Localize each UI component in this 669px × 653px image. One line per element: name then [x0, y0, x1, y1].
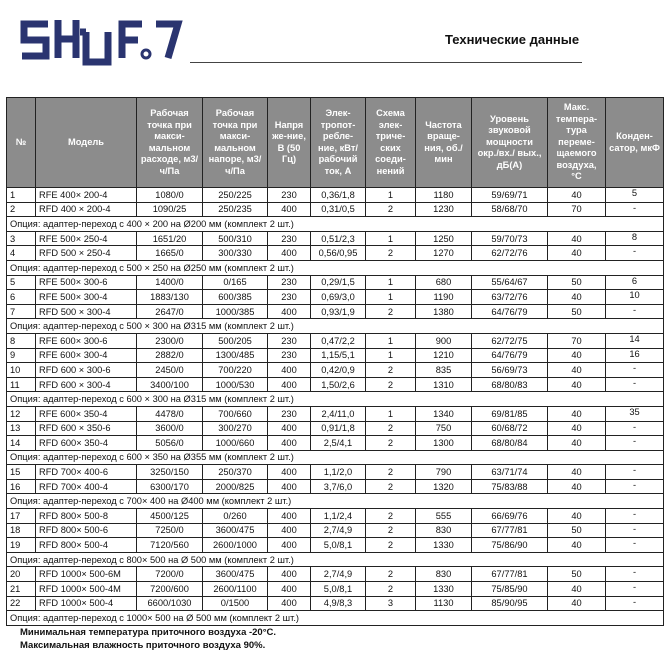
table-cell: 59/69/71 — [472, 188, 548, 203]
table-row — [7, 509, 664, 524]
table-cell: 1,1/2,4 — [311, 509, 366, 524]
column-header: Макс. темпера-тура переме-щаемого воздуха, °С — [548, 98, 606, 188]
table-cell: 1330 — [416, 582, 472, 597]
table-cell: 6600/1030 — [137, 596, 203, 611]
table-cell: 40 — [548, 509, 606, 524]
table-cell: 230 — [268, 290, 311, 305]
table-cell: 230 — [268, 275, 311, 290]
table-cell: 22 — [7, 596, 36, 611]
table-cell: 830 — [416, 523, 472, 538]
table-cell: 64/76/79 — [472, 348, 548, 363]
tech-data-table — [6, 97, 664, 626]
table-cell: 3 — [366, 596, 416, 611]
table-row — [7, 348, 664, 363]
table-cell: 40 — [548, 538, 606, 553]
table-cell: 3 — [7, 231, 36, 246]
table-cell: 2600/1000 — [203, 538, 268, 553]
table-cell: 2 — [366, 436, 416, 451]
table-cell: 1310 — [416, 377, 472, 392]
option-text: Опция: адаптер-переход с 500 × 300 на Ø315 мм (комплект 2 шт.) — [7, 319, 664, 334]
table-cell: 2,5/4,1 — [311, 436, 366, 451]
table-cell: 0,31/0,5 — [311, 202, 366, 217]
table-cell: 2 — [366, 479, 416, 494]
table-row — [7, 188, 664, 203]
table-cell: - — [606, 509, 664, 524]
table-cell: 40 — [548, 436, 606, 451]
table-cell: 700/220 — [203, 363, 268, 378]
table-row — [7, 333, 664, 348]
table-cell: 50 — [548, 523, 606, 538]
table-cell: 2,4/11,0 — [311, 406, 366, 421]
table-cell: 7200/600 — [137, 582, 203, 597]
table-row — [7, 363, 664, 378]
table-cell: 21 — [7, 582, 36, 597]
table-cell: RFD 400 × 200-4 — [36, 202, 137, 217]
option-row — [7, 494, 664, 509]
table-cell: 19 — [7, 538, 36, 553]
table-cell: RFD 800× 500-8 — [36, 509, 137, 524]
table-cell: - — [606, 523, 664, 538]
table-cell: 3600/475 — [203, 567, 268, 582]
table-cell: - — [606, 596, 664, 611]
table-cell: 2 — [7, 202, 36, 217]
table-row — [7, 275, 664, 290]
table-cell: 66/69/76 — [472, 509, 548, 524]
table-cell: 11 — [7, 377, 36, 392]
table-cell: 0,91/1,8 — [311, 421, 366, 436]
table-cell: 2 — [366, 567, 416, 582]
table-cell: 2,7/4,9 — [311, 523, 366, 538]
table-cell: 10 — [7, 363, 36, 378]
table-header-row — [7, 98, 664, 188]
table-cell: RFD 600× 350-4 — [36, 436, 137, 451]
table-cell: RFD 800× 500-4 — [36, 538, 137, 553]
table-cell: 1000/530 — [203, 377, 268, 392]
table-cell: RFD 700× 400-6 — [36, 465, 137, 480]
table-row — [7, 465, 664, 480]
table-cell: 400 — [268, 436, 311, 451]
column-header: Модель — [36, 98, 137, 188]
table-row — [7, 596, 664, 611]
table-cell: 2 — [366, 421, 416, 436]
table-cell: 1 — [7, 188, 36, 203]
table-cell: 20 — [7, 567, 36, 582]
page-title: Технические данные — [445, 32, 580, 47]
table-cell: 1090/25 — [137, 202, 203, 217]
table-cell: 250/235 — [203, 202, 268, 217]
table-cell: 0/1500 — [203, 596, 268, 611]
table-cell: 1 — [366, 188, 416, 203]
table-row — [7, 231, 664, 246]
option-text: Опция: адаптер-переход с 400 × 200 на Ø200 мм (комплект 2 шт.) — [7, 217, 664, 232]
table-cell: 790 — [416, 465, 472, 480]
table-cell: RFE 500× 300-4 — [36, 290, 137, 305]
table-cell: 2600/1100 — [203, 582, 268, 597]
table-cell: 0,47/2,2 — [311, 333, 366, 348]
table-cell: 50 — [548, 567, 606, 582]
table-cell: 300/330 — [203, 246, 268, 261]
table-cell: 835 — [416, 363, 472, 378]
table-cell: 230 — [268, 333, 311, 348]
table-row — [7, 377, 664, 392]
table-cell: 400 — [268, 538, 311, 553]
table-cell: 230 — [268, 348, 311, 363]
table-cell: 7200/0 — [137, 567, 203, 582]
table-cell: 1665/0 — [137, 246, 203, 261]
option-text: Опция: адаптер-переход с 1000× 500 на Ø 500 мм (комплект 2 шт.) — [7, 611, 664, 626]
table-cell: 230 — [268, 231, 311, 246]
table-cell: RFD 700× 400-4 — [36, 479, 137, 494]
table-cell: 50 — [548, 304, 606, 319]
table-row — [7, 290, 664, 305]
table-cell: 1 — [366, 290, 416, 305]
table-cell: 0,69/3,0 — [311, 290, 366, 305]
table-cell: 0,29/1,5 — [311, 275, 366, 290]
table-cell: 500/205 — [203, 333, 268, 348]
table-cell: 14 — [7, 436, 36, 451]
option-row — [7, 392, 664, 407]
table-row — [7, 479, 664, 494]
table-cell: 250/225 — [203, 188, 268, 203]
table-cell: 40 — [548, 246, 606, 261]
table-cell: 4500/125 — [137, 509, 203, 524]
table-cell: 2 — [366, 538, 416, 553]
table-cell: 2 — [366, 377, 416, 392]
table-cell: RFE 600× 300-6 — [36, 333, 137, 348]
table-row — [7, 421, 664, 436]
table-cell: 1 — [366, 333, 416, 348]
table-cell: 68/80/83 — [472, 377, 548, 392]
table-cell: 1 — [366, 231, 416, 246]
table-cell: RFD 600 × 350-6 — [36, 421, 137, 436]
option-row — [7, 217, 664, 232]
table-cell: RFD 1000× 500-4 — [36, 596, 137, 611]
table-cell: RFE 600× 350-4 — [36, 406, 137, 421]
table-row — [7, 436, 664, 451]
notes — [20, 627, 276, 652]
table-cell: 4478/0 — [137, 406, 203, 421]
option-row — [7, 450, 664, 465]
table-cell: 67/77/81 — [472, 567, 548, 582]
table-cell: 13 — [7, 421, 36, 436]
table-cell: RFD 1000× 500-4M — [36, 582, 137, 597]
table-cell: 400 — [268, 246, 311, 261]
table-cell: 7250/0 — [137, 523, 203, 538]
table-cell: - — [606, 421, 664, 436]
table-row — [7, 406, 664, 421]
table-cell: 67/77/81 — [472, 523, 548, 538]
column-header: № — [7, 98, 36, 188]
table-cell: 2 — [366, 509, 416, 524]
table-cell: 15 — [7, 465, 36, 480]
column-header: Схема элек-триче-ских соеди-нений — [366, 98, 416, 188]
table-cell: 63/72/76 — [472, 290, 548, 305]
table-cell: 555 — [416, 509, 472, 524]
table-cell: 62/72/76 — [472, 246, 548, 261]
table-cell: 0,51/2,3 — [311, 231, 366, 246]
table-cell: 900 — [416, 333, 472, 348]
table-cell: 0/165 — [203, 275, 268, 290]
table-cell: 600/385 — [203, 290, 268, 305]
table-cell: 7120/560 — [137, 538, 203, 553]
table-cell: 40 — [548, 348, 606, 363]
table-cell: - — [606, 538, 664, 553]
table-cell: 400 — [268, 304, 311, 319]
table-cell: - — [606, 436, 664, 451]
table-cell: 1000/385 — [203, 304, 268, 319]
table-cell: 58/68/70 — [472, 202, 548, 217]
table-cell: 6300/170 — [137, 479, 203, 494]
table-cell: 1190 — [416, 290, 472, 305]
table-cell: 400 — [268, 465, 311, 480]
table-cell: 5,0/8,1 — [311, 538, 366, 553]
table-cell: 85/90/95 — [472, 596, 548, 611]
table-cell: 1340 — [416, 406, 472, 421]
table-cell: 750 — [416, 421, 472, 436]
table-cell: 68/80/84 — [472, 436, 548, 451]
table-cell: 2000/825 — [203, 479, 268, 494]
table-cell: RFE 500× 300-6 — [36, 275, 137, 290]
table-cell: 400 — [268, 582, 311, 597]
table-cell: 400 — [268, 421, 311, 436]
table-cell: 1250 — [416, 231, 472, 246]
table-cell: 1 — [366, 406, 416, 421]
column-header: Уровень звуковой мощности окр./вх./ вых., дБ(А) — [472, 98, 548, 188]
table-cell: 1,50/2,6 — [311, 377, 366, 392]
table-cell: 70 — [548, 333, 606, 348]
table-cell: 5,0/8,1 — [311, 582, 366, 597]
table-cell: 1,15/5,1 — [311, 348, 366, 363]
title-underline — [190, 62, 582, 63]
table-cell: 250/370 — [203, 465, 268, 480]
table-cell: 2300/0 — [137, 333, 203, 348]
table-cell: - — [606, 377, 664, 392]
table-cell: 40 — [548, 231, 606, 246]
table-row — [7, 538, 664, 553]
option-row — [7, 552, 664, 567]
table-cell: RFD 500 × 250-4 — [36, 246, 137, 261]
table-cell: 500/310 — [203, 231, 268, 246]
table-cell: 4 — [7, 246, 36, 261]
table-cell: 6 — [7, 290, 36, 305]
table-cell: 56/69/73 — [472, 363, 548, 378]
column-header: Конден-сатор, мкФ — [606, 98, 664, 188]
table-cell: 400 — [268, 202, 311, 217]
table-cell: 59/70/73 — [472, 231, 548, 246]
table-cell: RFE 400× 200-4 — [36, 188, 137, 203]
table-cell: 2647/0 — [137, 304, 203, 319]
column-header: Элек-тропот-ребле-ние, кВт/ рабочий ток, А — [311, 98, 366, 188]
table-row — [7, 246, 664, 261]
table-cell: 1651/20 — [137, 231, 203, 246]
table-cell: - — [606, 567, 664, 582]
table-cell: 1270 — [416, 246, 472, 261]
table-cell: 0,93/1,9 — [311, 304, 366, 319]
option-row — [7, 319, 664, 334]
table-cell: 1300/485 — [203, 348, 268, 363]
table-cell: 2 — [366, 523, 416, 538]
table-cell: 1400/0 — [137, 275, 203, 290]
table-row — [7, 523, 664, 538]
table-cell: 8 — [606, 231, 664, 246]
table-cell: 3250/150 — [137, 465, 203, 480]
table-cell: 0,56/0,95 — [311, 246, 366, 261]
table-cell: RFD 800× 500-6 — [36, 523, 137, 538]
table-cell: - — [606, 582, 664, 597]
table-cell: 40 — [548, 479, 606, 494]
table-cell: 1883/130 — [137, 290, 203, 305]
table-row — [7, 304, 664, 319]
table-cell: 3400/100 — [137, 377, 203, 392]
table-cell: - — [606, 202, 664, 217]
table-cell: 2882/0 — [137, 348, 203, 363]
table-cell: 40 — [548, 582, 606, 597]
table-cell: 680 — [416, 275, 472, 290]
table-cell: 2 — [366, 304, 416, 319]
table-cell: 400 — [268, 596, 311, 611]
table-cell: RFE 600× 300-4 — [36, 348, 137, 363]
table-cell: 3600/0 — [137, 421, 203, 436]
table-cell: 1000/660 — [203, 436, 268, 451]
table-cell: RFD 600 × 300-4 — [36, 377, 137, 392]
table-cell: - — [606, 363, 664, 378]
column-header: Рабочая точка при макси-мальном расходе, м3/ч/Па — [137, 98, 203, 188]
table-cell: 2 — [366, 246, 416, 261]
table-cell: 400 — [268, 479, 311, 494]
table-cell: 62/72/75 — [472, 333, 548, 348]
column-header: Частота враще-ния, об./мин — [416, 98, 472, 188]
table-cell: 75/86/90 — [472, 538, 548, 553]
table-cell: - — [606, 479, 664, 494]
table-cell: 40 — [548, 188, 606, 203]
table-cell: 75/83/88 — [472, 479, 548, 494]
table-cell: 5 — [7, 275, 36, 290]
table-cell: 16 — [7, 479, 36, 494]
table-cell: 40 — [548, 596, 606, 611]
table-cell: 14 — [606, 333, 664, 348]
table-cell: 2 — [366, 363, 416, 378]
option-text: Опция: адаптер-переход с 500 × 250 на Ø250 мм (комплект 2 шт.) — [7, 260, 664, 275]
table-cell: 2 — [366, 465, 416, 480]
table-cell: 2 — [366, 202, 416, 217]
table-cell: 70 — [548, 202, 606, 217]
table-cell: 3,7/6,0 — [311, 479, 366, 494]
table-cell: 1330 — [416, 538, 472, 553]
table-cell: 63/71/74 — [472, 465, 548, 480]
table-cell: 10 — [606, 290, 664, 305]
table-cell: 1380 — [416, 304, 472, 319]
table-cell: 2450/0 — [137, 363, 203, 378]
table-cell: 400 — [268, 377, 311, 392]
table-cell: 55/64/67 — [472, 275, 548, 290]
table-cell: 40 — [548, 406, 606, 421]
table-cell: 1320 — [416, 479, 472, 494]
table-cell: 7 — [7, 304, 36, 319]
table-cell: 40 — [548, 363, 606, 378]
table-cell: 1080/0 — [137, 188, 203, 203]
table-cell: 400 — [268, 363, 311, 378]
table-cell: 5056/0 — [137, 436, 203, 451]
table-cell: 1 — [366, 348, 416, 363]
table-cell: 69/81/85 — [472, 406, 548, 421]
table-cell: RFE 500× 250-4 — [36, 231, 137, 246]
table-cell: 400 — [268, 567, 311, 582]
table-cell: 2,7/4,9 — [311, 567, 366, 582]
table-cell: 6 — [606, 275, 664, 290]
table-cell: - — [606, 304, 664, 319]
table-cell: - — [606, 465, 664, 480]
table-cell: 75/85/90 — [472, 582, 548, 597]
option-row — [7, 611, 664, 626]
table-cell: 0,36/1,8 — [311, 188, 366, 203]
option-text: Опция: адаптер-переход с 700× 400 на Ø400 мм (комплект 2 шт.) — [7, 494, 664, 509]
table-cell: 60/68/72 — [472, 421, 548, 436]
table-cell: 1300 — [416, 436, 472, 451]
table-cell: 1180 — [416, 188, 472, 203]
table-cell: 1130 — [416, 596, 472, 611]
column-header: Рабочая точка при макси-мальном напоре, м3/ч/Па — [203, 98, 268, 188]
option-row — [7, 260, 664, 275]
option-text: Опция: адаптер-переход с 800× 500 на Ø 500 мм (комплект 2 шт.) — [7, 552, 664, 567]
table-cell: 17 — [7, 509, 36, 524]
table-cell: RFD 500 × 300-4 — [36, 304, 137, 319]
table-row — [7, 582, 664, 597]
table-cell: 400 — [268, 523, 311, 538]
table-cell: 1,1/2,0 — [311, 465, 366, 480]
table-cell: 830 — [416, 567, 472, 582]
table-cell: 9 — [7, 348, 36, 363]
table-cell: RFD 1000× 500-6M — [36, 567, 137, 582]
option-text: Опция: адаптер-переход с 600 × 300 на Ø315 мм (комплект 2 шт.) — [7, 392, 664, 407]
column-header: Напря же-ние, В (50 Гц) — [268, 98, 311, 188]
table-cell: 35 — [606, 406, 664, 421]
option-text: Опция: адаптер-переход с 600 × 350 на Ø355 мм (комплект 2 шт.) — [7, 450, 664, 465]
table-cell: 700/660 — [203, 406, 268, 421]
note-max-humidity: Максимальная влажность приточного воздуха 90%. — [20, 639, 266, 651]
table-cell: 1210 — [416, 348, 472, 363]
table-cell: 230 — [268, 188, 311, 203]
table-cell: 8 — [7, 333, 36, 348]
table-cell: 40 — [548, 421, 606, 436]
table-row — [7, 567, 664, 582]
table-cell: 2 — [366, 582, 416, 597]
table-cell: RFD 600 × 300-6 — [36, 363, 137, 378]
table-cell: 230 — [268, 406, 311, 421]
shuft-logo — [18, 12, 183, 74]
table-cell: 1230 — [416, 202, 472, 217]
table-cell: 16 — [606, 348, 664, 363]
table-cell: 50 — [548, 275, 606, 290]
table-cell: 5 — [606, 188, 664, 203]
note-min-temp: Минимальная температура приточного воздуха -20°C. — [20, 627, 277, 638]
table-cell: 12 — [7, 406, 36, 421]
table-cell: - — [606, 246, 664, 261]
table-cell: 300/270 — [203, 421, 268, 436]
table-row — [7, 202, 664, 217]
table-cell: 40 — [548, 465, 606, 480]
table-cell: 4,9/8,3 — [311, 596, 366, 611]
table-cell: 40 — [548, 290, 606, 305]
table-cell: 0,42/0,9 — [311, 363, 366, 378]
table-cell: 1 — [366, 275, 416, 290]
table-cell: 3600/475 — [203, 523, 268, 538]
table-cell: 0/260 — [203, 509, 268, 524]
table-cell: 64/76/79 — [472, 304, 548, 319]
table-cell: 40 — [548, 377, 606, 392]
table-cell: 18 — [7, 523, 36, 538]
table-cell: 400 — [268, 509, 311, 524]
